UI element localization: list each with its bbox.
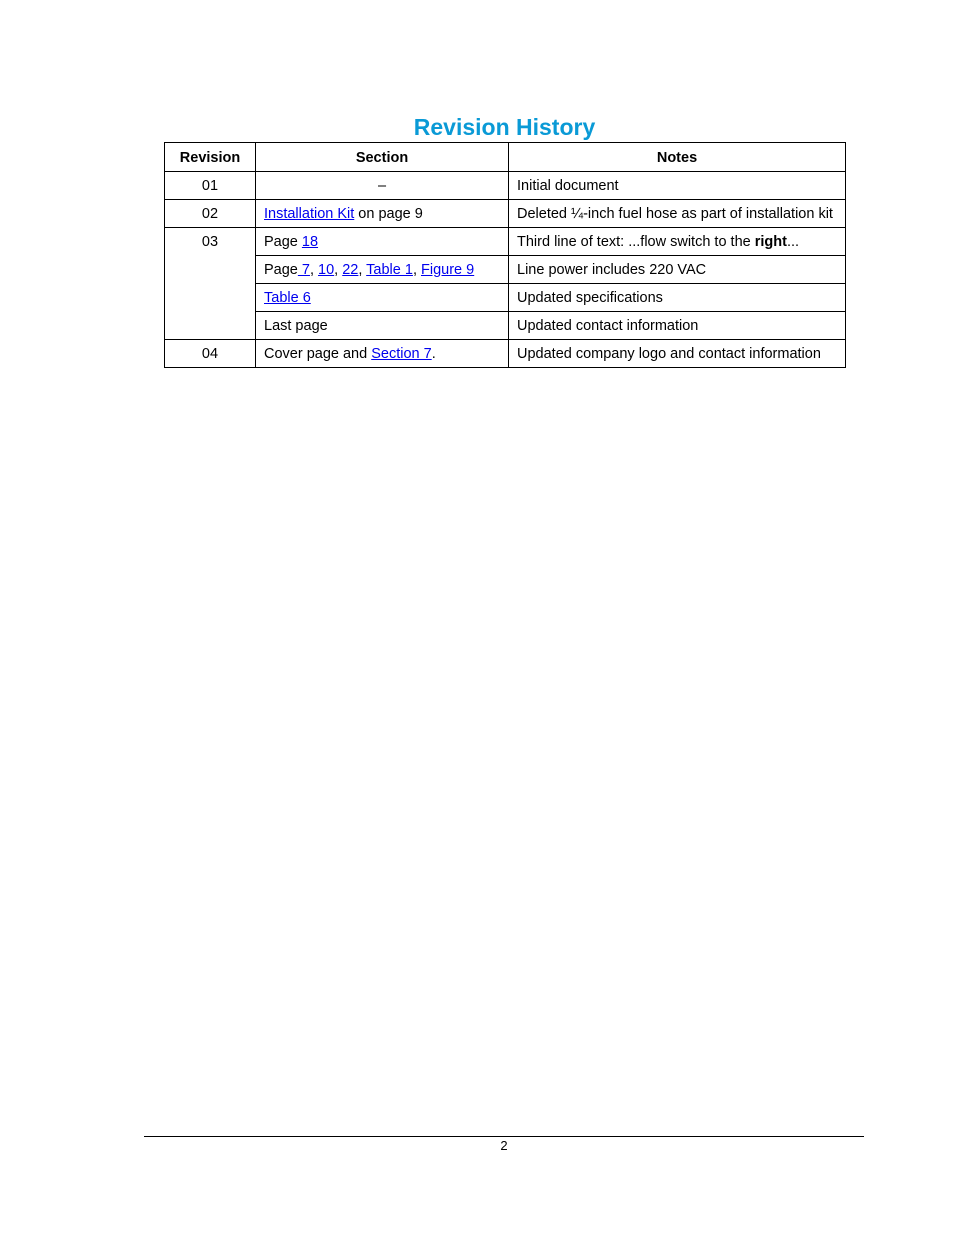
notes-cell: Updated contact information [509, 312, 846, 340]
table-row-rev-03-b [165, 256, 846, 284]
footer-divider [144, 1136, 864, 1137]
section-text: on page 9 [354, 206, 423, 222]
notes-cell: Updated specifications [509, 284, 846, 312]
notes-text: Third line of text: ...flow switch to the [517, 234, 755, 250]
header-section: Section [256, 143, 509, 172]
separator: , [358, 262, 367, 278]
notes-cell: Updated company logo and contact information [509, 340, 846, 368]
header-revision: Revision [165, 143, 256, 172]
section-cell: Last page [256, 312, 509, 340]
notes-cell: Line power includes 220 VAC [509, 256, 846, 284]
section-text: Page [264, 234, 302, 250]
link-page-10[interactable]: 10 [318, 262, 335, 278]
section-cell: – [256, 172, 509, 200]
notes-cell [509, 228, 846, 256]
section-text: . [431, 346, 436, 362]
link-table-6[interactable]: Table 6 [264, 290, 311, 306]
table-row-rev-03-d [165, 312, 846, 340]
link-page-22[interactable]: 22 [342, 262, 359, 278]
notes-cell: Initial document [509, 172, 846, 200]
section-cell [256, 228, 509, 256]
section-cell [256, 340, 509, 368]
section-cell [256, 256, 509, 284]
separator: , [412, 262, 421, 278]
notes-bold-text: right [754, 234, 787, 250]
page-title: Revision History [413, 114, 596, 140]
table-row-rev-03-a [165, 228, 846, 256]
link-installation-kit[interactable]: Installation Kit [264, 206, 355, 222]
table-row-rev-01 [165, 172, 846, 200]
notes-cell: Deleted ¼-inch fuel hose as part of installation kit [509, 200, 846, 228]
revision-cell: 04 [165, 340, 256, 368]
section-text: Cover page and [264, 346, 372, 362]
notes-text: ... [786, 234, 800, 250]
link-figure-9[interactable]: Figure 9 [421, 262, 475, 278]
separator: , [309, 262, 319, 278]
revision-cell: 03 [165, 228, 256, 340]
header-notes: Notes [509, 143, 846, 172]
separator: , [334, 262, 343, 278]
table-row-rev-03-c [165, 284, 846, 312]
link-section-7[interactable]: Section 7 [371, 346, 432, 362]
section-text: Page [264, 262, 298, 278]
table-row-rev-04 [165, 340, 846, 368]
page-number: 2 [500, 1138, 508, 1153]
table-row-rev-02 [165, 200, 846, 228]
revision-cell: 02 [165, 200, 256, 228]
link-page-7[interactable]: 7 [297, 262, 310, 278]
link-page-18[interactable]: 18 [301, 234, 319, 250]
revision-cell: 01 [165, 172, 256, 200]
section-cell [256, 284, 509, 312]
link-table-1[interactable]: Table 1 [366, 262, 413, 278]
section-cell [256, 200, 509, 228]
revision-history-table [164, 142, 846, 368]
table-header-row [165, 143, 846, 172]
